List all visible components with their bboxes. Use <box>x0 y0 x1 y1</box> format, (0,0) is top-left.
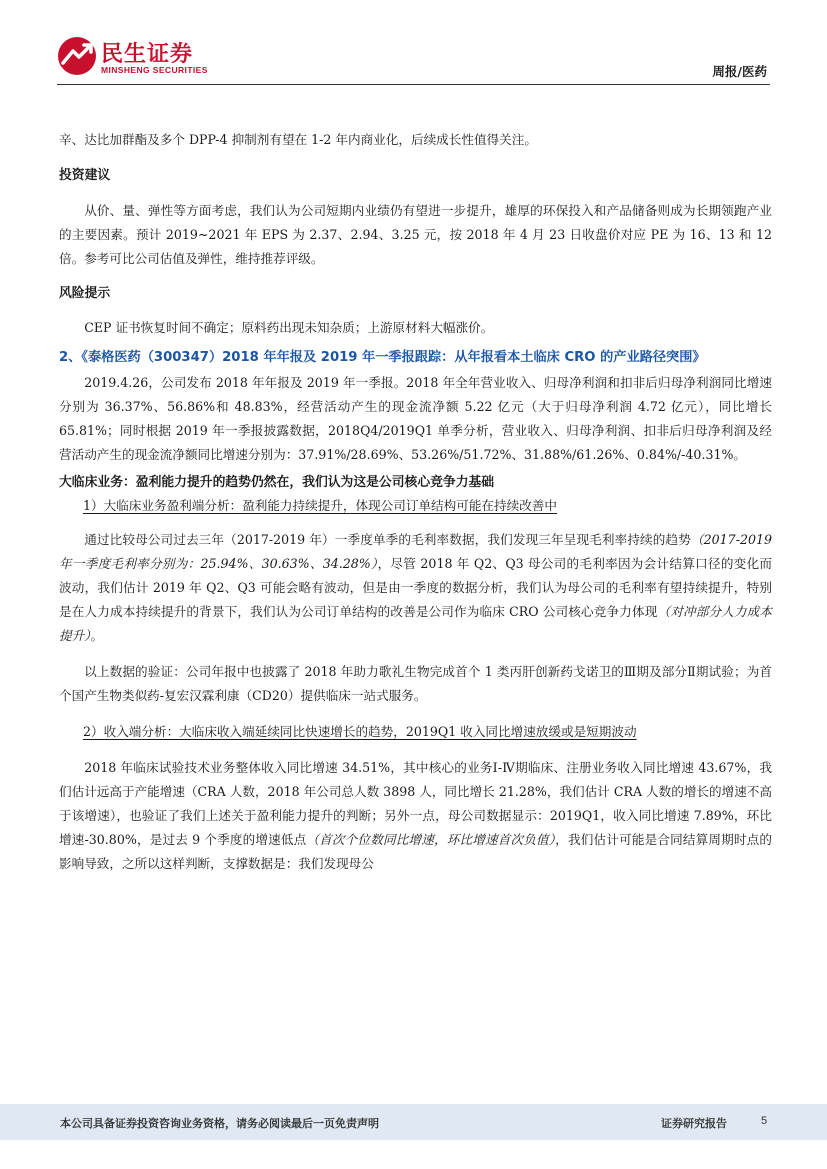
paragraph-verification: 以上数据的验证：公司年报中也披露了 2018 年助力歌礼生物完成首个 1 类丙肝创新药戈诺卫的Ⅲ期及部分Ⅱ期试验；为首个国产生物类似药-复宏汉霖利康（CD20）提供临床一站式服务。 <box>59 664 772 703</box>
article-title-taige: 2、《泰格医药（300347）2018 年年报及 2019 年一季报跟踪：从年报看本土临床 CRO 的产业路径突围》 <box>59 350 706 365</box>
page-footer <box>0 1104 827 1140</box>
margin-text-c: ，尽管 2018 年 Q2、Q3 母公司的毛利率因为会计结算口径的变化而波动，我们估计 2019 年 Q2、Q3 可能会略有波动，但是由一季度的数据分析，我们认为母公司的毛利率有望持续提升，特别是在人力成本持续提升的背景下，我们认为公司订单结构的改善是公司作为临床 CRO 公司核心竞争力体现 <box>59 556 772 619</box>
subheading-revenue-text: 2）收入端分析：大临床收入端延续同比快速增长的趋势，2019Q1 收入同比增速放缓或是短期波动 <box>83 724 637 739</box>
subheading-margin-text: 1）大临床业务盈利端分析：盈利能力持续提升，体现公司订单结构可能在持续改善中 <box>83 498 557 513</box>
section-heading-risk: 风险提示 <box>59 286 111 301</box>
subheading-revenue-wrap <box>59 720 772 744</box>
minsheng-logo-mark-icon <box>57 36 97 76</box>
subheading-revenue <box>83 720 772 744</box>
revenue-text-a: 2018 年临床试验技术业务整体收入同比增速 34.51%，其中核心的业务Ⅰ-Ⅳ期临床、注册业务收入同比增速 43.67%，我们估计远高于产能增速（CRA 人数，2018 年公司总人数 3898 人，同比增长 21.28%，我们估计 CRA 人数的增长的增速不高于该增速），也验证了我们上述关于盈利能力提升的判断；另外一点，母公司数据显示：2019Q1，收入同比增速 7.89%，环比增速-30.80%，是过去 9 个季度的增速低点 <box>59 760 772 847</box>
minsheng-logo <box>57 36 237 80</box>
section-heading-investment: 投资建议 <box>59 168 111 183</box>
margin-text-a: 通过比较母公司过去三年（2017-2019 年）一季度单季的毛利率数据，我们发现三年呈现毛利率持续的趋势 <box>84 532 691 547</box>
page-number: 5 <box>761 1115 768 1127</box>
header-divider <box>57 84 770 85</box>
subheading-margin-wrap <box>59 494 772 518</box>
subheading-margin <box>83 494 772 518</box>
paragraph-margin-analysis <box>59 528 772 648</box>
paragraph-continuation: 辛、达比加群酯及多个 DPP-4 抑制剂有望在 1-2 年内商业化，后续成长性值得关注。 <box>59 132 537 147</box>
paragraph-revenue-analysis <box>59 756 772 876</box>
report-body <box>59 128 772 876</box>
margin-text-e: 。 <box>90 628 104 643</box>
revenue-text-c: ，我们估计可能是合同结算周期时点的影响导致，之所以这样判断，支撑数据是：我们发现母公 <box>59 832 773 871</box>
paragraph-taige-results: 2019.4.26，公司发布 2018 年年报及 2019 年一季报。2018 年全年营业收入、归母净利润和扣非后归母净利润同比增速分别为 36.37%、56.86%和 48.83%，经营活动产生的现金流净额 5.22 亿元（大于归母净利润 4.72 亿元），同比增长 65.81%；同时根据 2019 年一季报披露数据，2018Q4/2019Q1 单季分析，营业收入、归母净利润、扣非后归母净利润及经营活动产生的现金流净额同比增速分别为：37.91%/28.69%、53.26%/51.72%、31.88%/61.26%、0.84%/-40.31%。 <box>59 375 772 462</box>
section-heading-clinical: 大临床业务：盈利能力提升的趋势仍然在，我们认为这是公司核心竞争力基础 <box>59 475 495 490</box>
footer-report-type: 证券研究报告 <box>661 1117 727 1130</box>
logo-english-name: MINSHENG SECURITIES <box>101 65 208 75</box>
margin-text-b: （2017-2019 年一季度毛利率分别为：25.94%、30.63%、34.28%） <box>59 532 772 571</box>
paragraph-investment: 从价、量、弹性等方面考虑，我们认为公司短期内业绩仍有望进一步提升，雄厚的环保投入和产品储备则成为长期领跑产业的主要因素。预计 2019~2021 年 EPS 为 2.37、2.94、3.25 元，按 2018 年 4 月 23 日收盘价对应 PE 为 16、13 和 12 倍。参考可比公司估值及弹性，维持推荐评级。 <box>59 203 773 266</box>
margin-text-d: （对冲部分人力成本提升） <box>59 604 773 643</box>
paragraph-risk: CEP 证书恢复时间不确定；原料药出现未知杂质；上游原材料大幅涨价。 <box>84 320 494 335</box>
footer-disclaimer: 本公司具备证券投资咨询业务资格，请务必阅读最后一页免责声明 <box>60 1117 379 1130</box>
page-header <box>0 0 827 90</box>
report-category: 周报/医药 <box>712 64 767 79</box>
logo-chinese-name: 民生证券 <box>101 42 194 67</box>
revenue-text-b: （首次个位数同比增速，环比增速首次负值） <box>306 832 556 847</box>
